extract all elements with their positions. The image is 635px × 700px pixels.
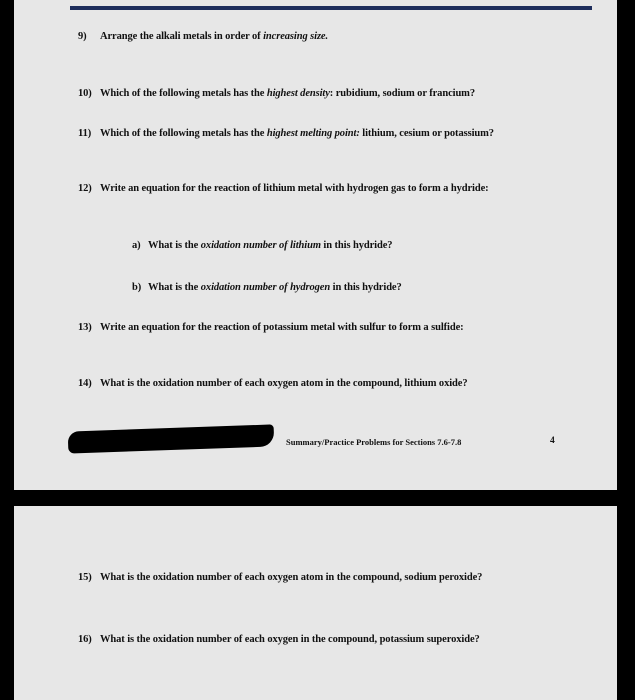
question-text: What is the oxidation number of each oxygen in the compound, potassium superoxide?: [100, 634, 480, 645]
question-text: Write an equation for the reaction of potassium metal with sulfur to form a sulfide:: [100, 322, 464, 333]
emphasis-text: highest melting point:: [266, 128, 360, 139]
question-number: 13): [78, 322, 92, 333]
emphasis-text: increasing size.: [263, 31, 329, 42]
question-text: What is the oxidation number of each oxygen atom in the compound, sodium peroxide?: [100, 572, 483, 583]
emphasis-text: highest density: [266, 88, 330, 99]
question-text-tail: in this hydride?: [330, 282, 402, 293]
redaction-mark: [68, 424, 275, 453]
question-12: [78, 183, 489, 194]
question-12b: [132, 282, 402, 293]
question-12a: [132, 240, 392, 251]
question-text-tail: in this hydride?: [320, 240, 393, 251]
question-11: [78, 128, 494, 139]
question-number: 11): [78, 128, 92, 139]
worksheet-page-2: [14, 506, 617, 700]
worksheet-page-1: [14, 0, 617, 490]
question-text-tail: : rubidium, sodium or francium?: [329, 88, 475, 99]
question-number: 12): [78, 183, 92, 194]
page-number: 4: [550, 436, 555, 446]
question-text: Write an equation for the reaction of lithium metal with hydrogen gas to form a hydride:: [100, 183, 489, 194]
question-text: What is the: [148, 282, 201, 293]
question-number: 9): [78, 31, 87, 42]
question-text: Which of the following metals has the: [100, 88, 267, 99]
question-text: What is the: [148, 240, 201, 251]
question-15: [78, 572, 482, 583]
question-number: 15): [78, 572, 92, 583]
question-text: Which of the following metals has the: [100, 128, 267, 139]
question-10: [78, 88, 475, 99]
question-16: [78, 634, 480, 645]
question-text: What is the oxidation number of each oxygen atom in the compound, lithium oxide?: [100, 378, 468, 389]
emphasis-text: oxidation number of hydrogen: [200, 282, 331, 293]
subquestion-letter: a): [132, 240, 141, 251]
question-14: [78, 378, 468, 389]
footer-title: Summary/Practice Problems for Sections 7.6-7.8: [286, 437, 462, 447]
emphasis-text: oxidation number of lithium: [200, 240, 321, 251]
question-number: 10): [78, 88, 92, 99]
header-rule: [70, 6, 592, 10]
subquestion-letter: b): [132, 282, 142, 293]
question-number: 14): [78, 378, 92, 389]
question-9: [78, 31, 328, 42]
question-text-tail: lithium, cesium or potassium?: [359, 128, 494, 139]
question-13: [78, 322, 464, 333]
question-text: Arrange the alkali metals in order of: [100, 31, 264, 42]
question-number: 16): [78, 634, 92, 645]
